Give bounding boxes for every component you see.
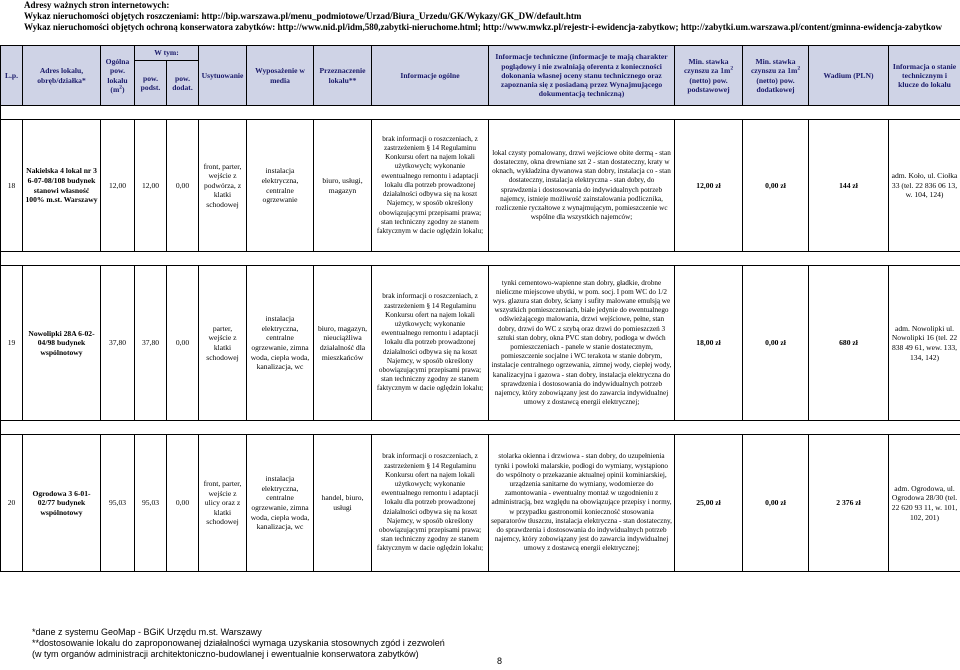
cell-min-dodat: 0,00 zł bbox=[743, 435, 809, 572]
cell-lp: 20 bbox=[1, 435, 23, 572]
cell-dodat: 0,00 bbox=[167, 435, 199, 572]
cell-media: instalacja elektryczna, centralne ogrzewanie, zimna woda, ciepła woda, kanalizacja, wc bbox=[247, 435, 314, 572]
table-spacer bbox=[1, 252, 960, 266]
cell-min-dodat: 0,00 zł bbox=[743, 266, 809, 421]
cell-min-podst: 25,00 zł bbox=[675, 435, 743, 572]
header-title: Adresy ważnych stron internetowych: bbox=[24, 0, 170, 10]
cell-klucze: adm. Koło, ul. Ciołka 33 (tel. 22 836 06 13, w. 104, 124) bbox=[889, 120, 960, 252]
table-row bbox=[1, 435, 960, 572]
col-ogolna-label: Ogólna pow. lokalu bbox=[105, 57, 130, 85]
cell-usytuowanie: front, parter, wejście z podwórza, z klatki schodowej bbox=[199, 120, 247, 252]
col-ogolna: Ogólna pow. lokalu $(m^2)$ bbox=[101, 46, 135, 106]
cell-podst: 37,80 bbox=[135, 266, 167, 421]
col-wadium: Wadium (PLN) bbox=[809, 46, 889, 106]
col-przeznaczenie: Przeznaczenie lokalu** bbox=[314, 46, 372, 106]
col-wtym: W tym: bbox=[135, 46, 199, 61]
cell-klucze: adm. Ogrodowa, ul. Ogrodowa 28/30 (tel. 22 620 93 11, w. 101, 102, 201) bbox=[889, 435, 960, 572]
col-min-dodat bbox=[743, 46, 809, 106]
cell-wadium: 144 zł bbox=[809, 120, 889, 252]
cell-przeznaczenie: biuro, magazyn, nieuciążliwa działalność dla mieszkańców bbox=[314, 266, 372, 421]
cell-min-dodat: 0,00 zł bbox=[743, 120, 809, 252]
cell-usytuowanie: front, parter, wejście z ulicy oraz z klatki schodowej bbox=[199, 435, 247, 572]
cell-media: instalacja elektryczna, centralne ogrzewanie, zimna woda, ciepła woda, kanalizacja, wc bbox=[247, 266, 314, 421]
cell-wadium: 680 zł bbox=[809, 266, 889, 421]
col-min-dodat-a: Min. stawka czynszu za 1m bbox=[750, 57, 798, 76]
page-number: 8 bbox=[497, 656, 503, 666]
cell-media: instalacja elektryczna, centralne ogrzewanie bbox=[247, 120, 314, 252]
col-inf-ogolne: Informacje ogólne bbox=[372, 46, 489, 106]
cell-przeznaczenie: handel, biuro, usługi bbox=[314, 435, 372, 572]
footnote-3: (w tym organów administracji architektoniczno-budowlanej i ewentualnie konserwatora zabytków) bbox=[32, 649, 419, 659]
cell-klucze: adm. Nowolipki ul. Nowolipki 16 (tel. 22 838 49 61, wew. 133, 134, 142) bbox=[889, 266, 960, 421]
cell-dodat: 0,00 bbox=[167, 120, 199, 252]
table-spacer bbox=[1, 421, 960, 435]
cell-usytuowanie: parter, wejście z klatki schodowej bbox=[199, 266, 247, 421]
cell-min-podst: 18,00 zł bbox=[675, 266, 743, 421]
cell-adres: Nakielska 4 lokal nr 3 6-07-08/108 budynek stanowi własność 100% m.st. Warszawy bbox=[23, 120, 101, 252]
col-lp: L.p. bbox=[1, 46, 23, 106]
cell-techniczne: stolarka okienna i drzwiowa - stan dobry, do uzupełnienia tynki i powłoki malarskie, podłogi do wymiany, wystąpiono do wspólnoty o przekazanie aktualnej opinii kominiarskiej, urządzenia sanitarne do wymiany, wodomierze do zamontowania - ewentualny montaż w uzgodnieniu z administracją, bez względu na obowiązujące przepisy i normy, w przypadku gastronomii konieczność stosowania separatorów tłuszczu, instalacja elektryczna - stan dostateczny, do sprawdzenia i dostosowania do indywidualnych potrzeb najemcy, który zobowiązany jest do zawarcia indywidualnej umowy z dostawcą energii elektrycznej; bbox=[489, 435, 675, 572]
col-adres: Adres lokalu, obręb/działka* bbox=[23, 46, 101, 106]
col-wyposazenie: Wyposażenie w media bbox=[247, 46, 314, 106]
page-footer bbox=[32, 627, 445, 660]
cell-ogolna: 37,80 bbox=[101, 266, 135, 421]
cell-dodat: 0,00 bbox=[167, 266, 199, 421]
col-ogolna-unit: (m bbox=[110, 84, 120, 94]
premises-table bbox=[0, 45, 960, 572]
col-pow-dodat: pow. dodat. bbox=[167, 61, 199, 106]
page-header bbox=[24, 0, 942, 33]
table-row bbox=[1, 266, 960, 421]
cell-ogolna: 95,03 bbox=[101, 435, 135, 572]
table-spacer bbox=[1, 106, 960, 120]
footnote-1: *dane z systemu GeoMap - BGiK Urzędu m.st. Warszawy bbox=[32, 627, 262, 637]
col-min-podst-sup: 2 bbox=[730, 65, 734, 72]
col-pow-podst: pow. podst. bbox=[135, 61, 167, 106]
cell-adres: Ogrodowa 3 6-01-02/77 budynek wspólnotowy bbox=[23, 435, 101, 572]
cell-min-podst: 12,00 zł bbox=[675, 120, 743, 252]
cell-adres: Nowolipki 28A 6-02-04/98 budynek wspólnotowy bbox=[23, 266, 101, 421]
footnote-2: **dostosowanie lokalu do zaproponowanej działalności wymaga uzyskania stosownych zgód i zezwoleń bbox=[32, 638, 445, 648]
col-min-dodat-sup: 2 bbox=[797, 65, 801, 72]
cell-podst: 95,03 bbox=[135, 435, 167, 572]
cell-lp: 18 bbox=[1, 120, 23, 252]
cell-lp: 19 bbox=[1, 266, 23, 421]
cell-podst: 12,00 bbox=[135, 120, 167, 252]
cell-techniczne: lokal czysty pomalowany, drzwi wejściowe obite dermą - stan dostateczny, okna drewniane szt 2 - stan dostateczny, kraty w oknach, wykładzina dywanowa stan dobry, instalacja co - stan dostateczny, instalacja elektryczna - stan dobry, do sprawdzenia i dostosowania do indywidualnych potrzeb najemcy, istnieje możliwość zainstalowania podlicznika, rozliczenie ryczałtowe z wynajmującym, pomieszczenie wc wspólne dla wszystkich najemców; bbox=[489, 120, 675, 252]
col-inf-tech: Informacje techniczne (informacje te mają charakter poglądowy i nie zwalniają oferenta z konieczności dokonania własnej oceny stanu technicznego oraz zapoznania się z posiadaną przez Wynajmującego dokumentacją techniczną) bbox=[489, 46, 675, 106]
spacer-cell bbox=[1, 252, 960, 266]
col-min-dodat-b: (netto) pow. dodatkowej bbox=[756, 75, 795, 94]
cell-ogolne: brak informacji o roszczeniach, z zastrzeżeniem § 14 Regulaminu Konkursu ofert na najem lokali użytkowych; wykonanie ewentualnego remontu i adaptacji lokalu dla potrzeb prowadzonej działalności odbywa się na koszt Najemcy, w sposób określony obowiązującymi przepisami prawa; stan techniczny zgodny ze stanem faktycznym w dacie oględzin lokalu; bbox=[372, 120, 489, 252]
cell-ogolne: brak informacji o roszczeniach, z zastrzeżeniem § 14 Regulaminu Konkursu ofert na najem lokali użytkowych; wykonanie ewentualnego remontu i adaptacji lokalu dla potrzeb prowadzonej działalności odbywa się na koszt Najemcy, w sposób określony obowiązującymi przepisami prawa; stan techniczny zgodny ze stanem faktycznym w dacie oględzin lokalu; bbox=[372, 266, 489, 421]
table-row bbox=[1, 120, 960, 252]
col-inf-stan: Informacja o stanie technicznym i klucze do lokalu bbox=[889, 46, 960, 106]
cell-ogolna: 12,00 bbox=[101, 120, 135, 252]
col-min-podst-a: Min. stawka czynszu za 1m bbox=[683, 57, 731, 76]
cell-przeznaczenie: biuro, usługi, magazyn bbox=[314, 120, 372, 252]
cell-wadium: 2 376 zł bbox=[809, 435, 889, 572]
header-link-claims[interactable]: Wykaz nieruchomości objętych roszczeniami: http://bip.warszawa.pl/menu_podmiotowe/Urzad/Biura_Urzedu/GK/Wykazy/GK_DW/default.htm bbox=[24, 11, 582, 21]
table-header-row bbox=[1, 46, 960, 61]
col-min-podst bbox=[675, 46, 743, 106]
spacer-cell bbox=[1, 421, 960, 435]
cell-ogolne: brak informacji o roszczeniach, z zastrzeżeniem § 14 Regulaminu Konkursu ofert na najem lokali użytkowych; wykonanie ewentualnego remontu i adaptacji lokalu dla potrzeb prowadzonej działalności odbywa się na koszt Najemcy, w sposób określony obowiązującymi przepisami prawa; stan techniczny zgodny ze stanem faktycznym w dacie oględzin lokalu; bbox=[372, 435, 489, 572]
col-usytuowanie: Usytuowanie bbox=[199, 46, 247, 106]
spacer-cell bbox=[1, 106, 960, 120]
col-ogolna-sup: 2 bbox=[119, 84, 123, 91]
header-link-monuments[interactable]: Wykaz nieruchomości objętych ochroną konserwatora zabytków: http://www.nid.pl/idm,580,zabytki-nieruchome.html; http://www.mwkz.pl/rejestr-i-ewidencja-zabytkow; http://zabytki.um.warszawa.pl/content/gminna-ewidencja-zabytkow bbox=[24, 22, 942, 32]
cell-techniczne: tynki cementowo-wapienne stan dobry, gładkie, drobne nieliczne miejscowe ubytki, w pom. socj. I pom WC do 1/2 wys. glazura stan dobry, ściany i sufity malowane emulsją we wszystkich pomieszczeniach, białe jedynie do ewentualnego odświeżającego malowania, drzwi wejściowe, pełne, stan dobry, drzwi do WC z szybą oraz drzwi do pomieszczeń 3 sztuki stan dobry, okna PVC stan dobry, podłoga w dwóch pomieszczeniach - panele w stanie dostatecznym, pomieszczenie socjalne i WC terakota w stanie dobrym, instalacje centralnego ogrzewania, zimnej wody, ciepłej wody, kanalizacyjna i gazowa - stan dobry, instalacja elektryczna do sprawdzenia i dostosowania do indywidualnych potrzeb najemcy, który zobowiązany jest do zawarcia indywidualnej umowy z dostawcą energii elektrycznej; bbox=[489, 266, 675, 421]
col-min-podst-b: (netto) pow. podstawowej bbox=[687, 75, 730, 94]
